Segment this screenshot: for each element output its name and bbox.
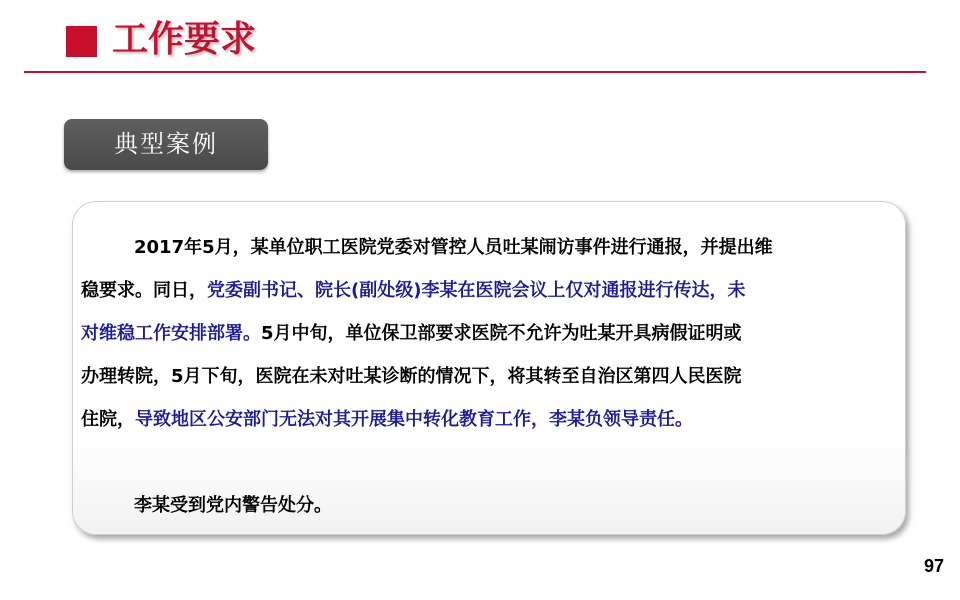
page-number: 97: [923, 556, 944, 576]
case-card: [72, 201, 906, 535]
case-line-2-highlight: 党委副书记、院长(副处级)李某在医院会议上仅对通报进行传达，未: [207, 280, 746, 301]
page-title: 工作要求: [112, 19, 257, 60]
case-line-3-text: 5月中旬，单位保卫部要求医院不允许为吐某开具病假证明或: [261, 323, 742, 344]
case-line-5-text: 住院，: [81, 409, 135, 430]
case-conclusion-text: 李某受到党内警告处分。: [134, 495, 332, 516]
title-bullet-square: [66, 26, 97, 57]
case-line-5: [81, 398, 693, 441]
case-line-4-text: 办理转院，5月下旬，医院在未对吐某诊断的情况下，将其转至自治区第四人民医院: [81, 366, 742, 387]
case-line-1-text: 2017年5月，某单位职工医院党委对管控人员吐某闹访事件进行通报，并提出维: [134, 237, 773, 258]
case-line-3: [81, 312, 742, 355]
case-line-3-highlight: 对维稳工作安排部署。: [81, 323, 261, 344]
case-line-2: [81, 269, 745, 312]
case-line-2-text: 稳要求。同日，: [81, 280, 207, 301]
title-divider: [24, 71, 926, 73]
case-line-4: [81, 355, 742, 398]
section-tag: 典型案例: [64, 119, 268, 170]
case-line-5-highlight: 导致地区公安部门无法对其开展集中转化教育工作，李某负领导责任。: [135, 409, 693, 430]
case-line-1: [134, 226, 773, 269]
case-conclusion: [134, 484, 332, 527]
